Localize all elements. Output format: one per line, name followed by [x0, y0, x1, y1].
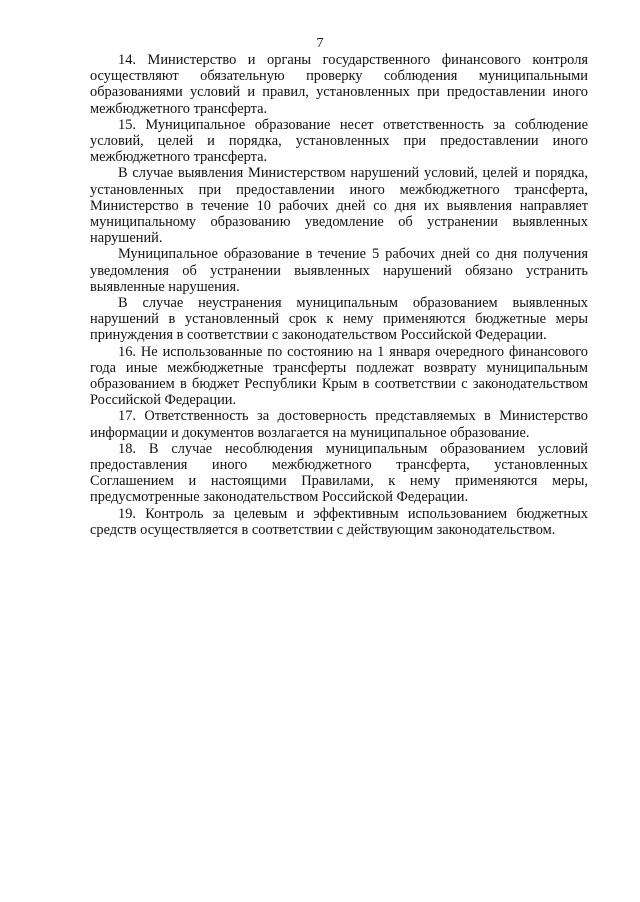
paragraph-15: 15. Муниципальное образование несет ответственность за соблюдение условий, целей и порядка, установленных при предоставлении иного межбюджетного трансферта. — [90, 116, 588, 166]
document-body — [90, 52, 588, 538]
paragraph-17: 17. Ответственность за достоверность представляемых в Министерство информации и документов возлагается на муниципальное образование. — [90, 408, 588, 441]
paragraph-16: 16. Не использованные по состоянию на 1 января очередного финансового года иные межбюджетные трансферты подлежат возврату муниципальным образованием в бюджет Республики Крым в соответствии с законодательством Российской Федерации. — [90, 343, 588, 409]
paragraph-14: 14. Министерство и органы государственного финансового контроля осуществляют обязательную проверку соблюдения муниципальными образованиями условий и правил, установленных при предоставлении иного межбюджетного трансферта. — [90, 52, 588, 117]
page-number: 7 — [316, 36, 324, 51]
paragraph-15-elimination-deadline: Муниципальное образование в течение 5 рабочих дней со дня получения уведомления об устранении выявленных нарушений обязано устранить выявленные нарушения. — [90, 246, 588, 295]
paragraph-18: 18. В случае несоблюдения муниципальным образованием условий предоставления иного межбюджетного трансферта, установленных Соглашением и настоящими Правилами, к нему применяются меры, предусмотренные законодательством Российской Федерации. — [90, 440, 588, 506]
paragraph-15-enforcement-measures: В случае неустранения муниципальным образованием выявленных нарушений в установленный срок к нему применяются бюджетные меры принуждения в соответствии с законодательством Российской Федерации. — [90, 295, 588, 344]
paragraph-19: 19. Контроль за целевым и эффективным использованием бюджетных средств осуществляется в соответствии с действующим законодательством. — [90, 505, 588, 538]
paragraph-15-violation-notice: В случае выявления Министерством нарушений условий, целей и порядка, установленных при предоставлении иного межбюджетного трансферта, Министерство в течение 10 рабочих дней со дня их выявления направляет муниципальному образованию уведомление об устранении выявленных нарушений. — [90, 165, 588, 247]
